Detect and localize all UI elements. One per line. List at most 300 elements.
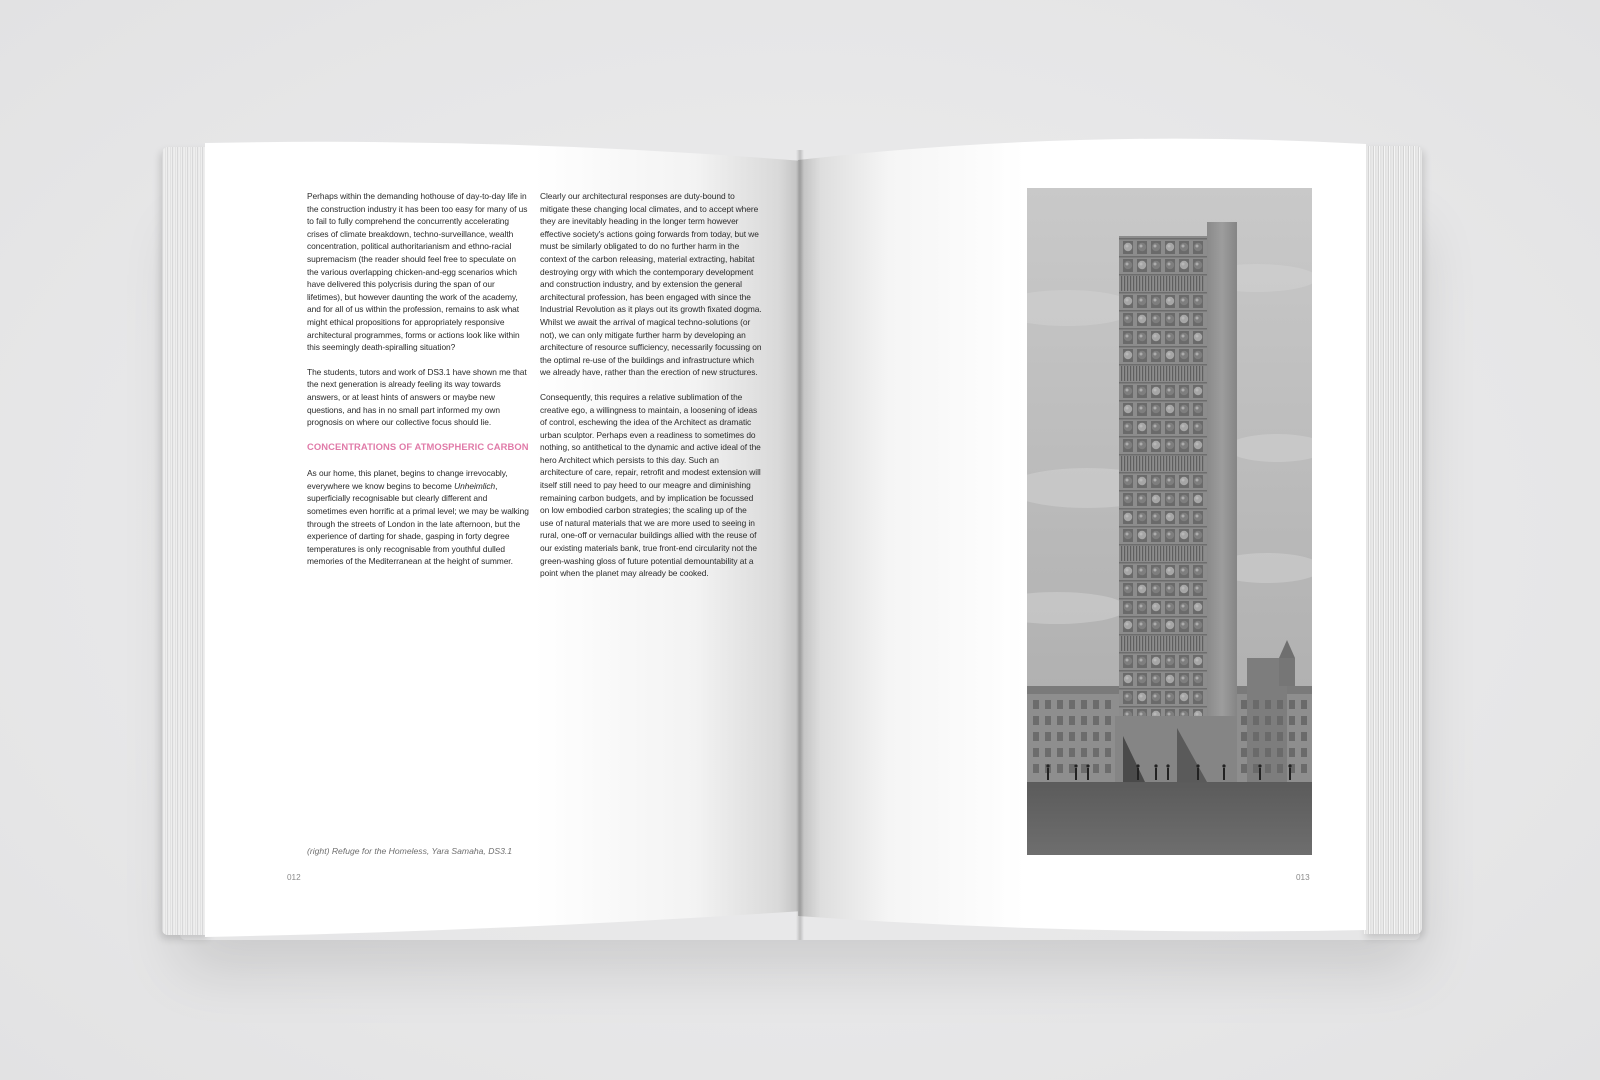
pod-highlight [1182, 605, 1185, 608]
pod-highlight [1168, 389, 1171, 392]
balcony-screen [1193, 456, 1194, 471]
person-head [1222, 764, 1225, 767]
window [1033, 748, 1039, 757]
pod-highlight [1154, 695, 1157, 698]
emphasis-text: Unheimlich [454, 480, 496, 491]
balcony-screen [1130, 636, 1131, 651]
balcony-screen [1175, 546, 1176, 561]
pod-highlight [1126, 245, 1129, 248]
balcony-screen [1142, 456, 1143, 471]
person-head [1154, 764, 1157, 767]
window [1277, 700, 1283, 709]
pod-highlight [1126, 497, 1129, 500]
balcony-screen [1169, 636, 1170, 651]
balcony-screen [1190, 366, 1191, 381]
balcony-screen [1151, 276, 1152, 291]
balcony-screen [1193, 276, 1194, 291]
balcony-screen [1127, 636, 1128, 651]
floor-slab [1119, 418, 1207, 420]
pod-highlight [1126, 443, 1129, 446]
pod-highlight [1140, 263, 1143, 266]
person [1223, 768, 1225, 780]
pod-highlight [1168, 335, 1171, 338]
pod-highlight [1154, 263, 1157, 266]
pod-highlight [1168, 605, 1171, 608]
pod-highlight [1154, 659, 1157, 662]
window [1057, 732, 1063, 741]
pod-highlight [1140, 245, 1143, 248]
pod-highlight [1140, 677, 1143, 680]
balcony-screen [1178, 636, 1179, 651]
balcony-screen [1184, 276, 1185, 291]
window [1265, 700, 1271, 709]
balcony-screen [1154, 276, 1155, 291]
window [1081, 748, 1087, 757]
paragraph-text: , superficially recognisable but clearly different and sometimes even horrific at a primal level; we may be walking through the streets of London in the late afternoon, but the experience of darting for shade, gasping in forty degree temperatures is only recognisable from youthful dulled memories of the Mediterranean at the height of summer. [307, 480, 529, 567]
window [1301, 700, 1307, 709]
balcony-screen [1133, 636, 1134, 651]
body-paragraph: Clearly our architectural responses are duty-bound to mitigate these changing local climates, and to accept where they are inevitably heading in the longer term however effective society's actions going forwards from today, but we must be similarly obligated to do no further harm in the context of the carbon releasing, material extracting, habitat destroying orgy with which the contemporary development and construction industry, and by extension the general architectural profession, has been engaged with since the Industrial Revolution as it plays out its growth fixated dogma. Whilst we await the arrival of magical techno-solutions (or not), we can only mitigate further harm by developing an architecture of resource sufficiency, necessarily focussing on the optimal re-use of the buildings and infrastructure which we already have, rather than the erection of new structures. [540, 191, 762, 378]
floor-slab [1119, 274, 1207, 276]
pod-highlight [1154, 677, 1157, 680]
section-heading: CONCENTRATIONS OF ATMOSPHERIC CARBON [307, 440, 529, 452]
window [1069, 732, 1075, 741]
balcony-screen [1136, 276, 1137, 291]
balcony-screen [1130, 546, 1131, 561]
pod-highlight [1154, 587, 1157, 590]
window [1093, 748, 1099, 757]
floor-slab [1119, 562, 1207, 564]
balcony-screen [1181, 636, 1182, 651]
balcony-screen [1127, 546, 1128, 561]
pod-highlight [1182, 659, 1185, 662]
pod-highlight [1182, 533, 1185, 536]
pod-highlight [1154, 299, 1157, 302]
window [1301, 716, 1307, 725]
balcony-screen [1127, 366, 1128, 381]
pod-highlight [1126, 299, 1129, 302]
pod-highlight [1126, 317, 1129, 320]
pod-highlight [1182, 713, 1185, 716]
pod-highlight [1182, 677, 1185, 680]
balcony-screen [1172, 276, 1173, 291]
floor-slab [1119, 238, 1207, 240]
balcony-screen [1199, 636, 1200, 651]
pod-highlight [1182, 407, 1185, 410]
pod-highlight [1140, 497, 1143, 500]
pod-highlight [1140, 389, 1143, 392]
person-head [1074, 764, 1077, 767]
balcony-screen [1202, 366, 1203, 381]
balcony-screen [1121, 636, 1122, 651]
balcony-screen [1136, 636, 1137, 651]
pod-highlight [1126, 695, 1129, 698]
balcony-screen [1139, 456, 1140, 471]
balcony-screen [1160, 456, 1161, 471]
person [1137, 768, 1139, 780]
pod-highlight [1168, 263, 1171, 266]
balcony-screen [1163, 456, 1164, 471]
pod-highlight [1196, 605, 1199, 608]
pod-highlight [1168, 497, 1171, 500]
balcony-screen [1130, 366, 1131, 381]
pod-highlight [1154, 317, 1157, 320]
floor-slab [1119, 526, 1207, 528]
window [1045, 732, 1051, 741]
window [1045, 748, 1051, 757]
pod-highlight [1182, 497, 1185, 500]
balcony-screen [1139, 366, 1140, 381]
balcony-screen [1163, 366, 1164, 381]
balcony-screen [1169, 366, 1170, 381]
balcony-screen [1154, 546, 1155, 561]
balcony-screen [1139, 636, 1140, 651]
balcony-screen [1148, 636, 1149, 651]
window [1289, 716, 1295, 725]
balcony-screen [1157, 546, 1158, 561]
balcony-screen [1148, 276, 1149, 291]
window [1241, 716, 1247, 725]
balcony-screen [1154, 456, 1155, 471]
window [1033, 700, 1039, 709]
pod-highlight [1140, 425, 1143, 428]
pod-highlight [1182, 479, 1185, 482]
body-paragraph: Perhaps within the demanding hothouse of day-to-day life in the construction industry it has been too easy for many of us to fail to fully comprehend the concurrently accelerating crises of climate breakdown, techno-surveillance, wealth concentration, political authoritarianism and ethno-racial supremacism (the reader should feel free to speculate on the various overlapping chicken-and-egg scenarios which have delivered this polycrisis during the span of our lifetimes), but however daunting the work of the academy, and for all of us within the profession, remains to ask what might ethical propositions for appropriately responsive architectural programmes, forms or actions look like within this seemingly death-spiralling situation? [307, 191, 528, 353]
balcony-screen [1160, 276, 1161, 291]
balcony-screen [1130, 456, 1131, 471]
window [1241, 764, 1247, 773]
balcony-screen [1196, 366, 1197, 381]
window [1265, 732, 1271, 741]
balcony-screen [1136, 366, 1137, 381]
balcony-screen [1124, 276, 1125, 291]
balcony-screen [1145, 276, 1146, 291]
window [1241, 700, 1247, 709]
pod-highlight [1182, 353, 1185, 356]
pod-highlight [1154, 407, 1157, 410]
body-paragraph: Consequently, this requires a relative sublimation of the creative ego, a willingness to maintain, a loosening of ideas of control, eschewing the idea of the Architect as dramatic urban sculptor. Perhaps even a readiness to sometimes do nothing, so antithetical to the dynamic and active ideal of the hero Architect which persists to this day. Such an architecture of care, repair, retrofit and modest extension will itself still need to pay heed to our meagre and diminishing remaining carbon budgets, and by implication be focussed on low embodied carbon strategies; the scaling up of the use of natural materials that we are more used to seeing in rural, one-off or vernacular buildings allied with the reuse of our existing materials bank, true front-end circularity not the green-washing gloss of future potential demountability at a point when the planet may already be cooked. [540, 391, 761, 579]
window [1253, 716, 1259, 725]
pod-highlight [1154, 425, 1157, 428]
pod-highlight [1126, 569, 1129, 572]
balcony-screen [1172, 546, 1173, 561]
floor-slab [1119, 310, 1207, 312]
balcony-screen [1181, 366, 1182, 381]
balcony-screen [1175, 276, 1176, 291]
pod-highlight [1182, 443, 1185, 446]
balcony-screen [1175, 366, 1176, 381]
balcony-screen [1199, 276, 1200, 291]
balcony-screen [1202, 456, 1203, 471]
pod-highlight [1182, 587, 1185, 590]
pod-highlight [1196, 497, 1199, 500]
balcony-screen [1187, 456, 1188, 471]
balcony-screen [1148, 456, 1149, 471]
pod-highlight [1168, 479, 1171, 482]
balcony-screen [1166, 546, 1167, 561]
left-page-block-edge [162, 147, 210, 935]
person-head [1086, 764, 1089, 767]
pod-highlight [1168, 443, 1171, 446]
balcony-screen [1163, 546, 1164, 561]
pod-highlight [1168, 623, 1171, 626]
window [1069, 764, 1075, 773]
pod-highlight [1140, 479, 1143, 482]
body-paragraph: The students, tutors and work of DS3.1 have shown me that the next generation is already feeling its way towards answers, or at least hints of answers or maybe new questions, and has in no small part informed my own prognosis on where our collective focus should lie. [307, 366, 527, 428]
window [1081, 700, 1087, 709]
window [1069, 700, 1075, 709]
person [1259, 768, 1261, 780]
paragraph-text: As our home, this planet, begins to change irrevocably, everywhere we know begins to become [307, 468, 508, 491]
person [1047, 768, 1049, 780]
pod-highlight [1140, 299, 1143, 302]
pod-highlight [1140, 533, 1143, 536]
balcony-screen [1151, 636, 1152, 651]
book-gutter [796, 150, 804, 940]
person [1155, 768, 1157, 780]
floor-slab [1119, 616, 1207, 618]
window [1277, 748, 1283, 757]
pod-highlight [1182, 389, 1185, 392]
balcony-screen [1202, 636, 1203, 651]
pod-highlight [1182, 515, 1185, 518]
pod-highlight [1140, 353, 1143, 356]
window [1277, 732, 1283, 741]
balcony-screen [1145, 636, 1146, 651]
window [1253, 764, 1259, 773]
pod-highlight [1168, 299, 1171, 302]
tower-core [1207, 222, 1237, 782]
pod-highlight [1196, 515, 1199, 518]
balcony-screen [1181, 546, 1182, 561]
balcony-screen [1178, 276, 1179, 291]
balcony-screen [1184, 456, 1185, 471]
pod-highlight [1168, 407, 1171, 410]
pod-highlight [1168, 695, 1171, 698]
pod-highlight [1196, 425, 1199, 428]
balcony-screen [1160, 546, 1161, 561]
pod-highlight [1140, 695, 1143, 698]
pod-highlight [1140, 335, 1143, 338]
pod-highlight [1140, 407, 1143, 410]
balcony-screen [1157, 636, 1158, 651]
pod-highlight [1182, 263, 1185, 266]
window [1045, 716, 1051, 725]
pod-highlight [1140, 569, 1143, 572]
balcony-screen [1157, 276, 1158, 291]
spire-base [1279, 658, 1295, 686]
balcony-screen [1133, 366, 1134, 381]
window [1057, 764, 1063, 773]
person-head [1136, 764, 1139, 767]
pod-highlight [1126, 677, 1129, 680]
window [1069, 716, 1075, 725]
person [1167, 768, 1169, 780]
window [1069, 748, 1075, 757]
window [1093, 764, 1099, 773]
window [1093, 732, 1099, 741]
balcony-screen [1196, 546, 1197, 561]
pod-highlight [1154, 623, 1157, 626]
balcony-screen [1166, 366, 1167, 381]
balcony-screen [1154, 636, 1155, 651]
window [1241, 748, 1247, 757]
floor-slab [1119, 634, 1207, 636]
balcony-screen [1196, 456, 1197, 471]
balcony-screen [1187, 636, 1188, 651]
balcony-screen [1172, 456, 1173, 471]
pod-highlight [1126, 479, 1129, 482]
balcony-screen [1133, 456, 1134, 471]
pod-highlight [1168, 677, 1171, 680]
pod-highlight [1196, 569, 1199, 572]
pod-highlight [1182, 335, 1185, 338]
balcony-screen [1148, 366, 1149, 381]
tower-illustration-svg [1027, 188, 1312, 855]
pod-highlight [1196, 713, 1199, 716]
pod-highlight [1126, 353, 1129, 356]
window [1105, 764, 1111, 773]
balcony-screen [1178, 546, 1179, 561]
pod-highlight [1196, 353, 1199, 356]
pod-highlight [1126, 623, 1129, 626]
balcony-screen [1166, 636, 1167, 651]
pod-highlight [1196, 335, 1199, 338]
person [1075, 768, 1077, 780]
floor-slab [1119, 328, 1207, 330]
floor-slab [1119, 292, 1207, 294]
pod-highlight [1182, 425, 1185, 428]
pod-highlight [1196, 245, 1199, 248]
balcony-screen [1187, 546, 1188, 561]
balcony-screen [1163, 276, 1164, 291]
pod-highlight [1196, 695, 1199, 698]
balcony-screen [1193, 546, 1194, 561]
pod-highlight [1168, 425, 1171, 428]
floor-slab [1119, 346, 1207, 348]
right-page-block-edge [1364, 146, 1422, 934]
pod-highlight [1168, 569, 1171, 572]
pod-highlight [1126, 407, 1129, 410]
balcony-screen [1121, 366, 1122, 381]
pod-highlight [1182, 317, 1185, 320]
balcony-screen [1166, 276, 1167, 291]
page-number-right: 013 [1296, 873, 1310, 882]
pod-highlight [1168, 353, 1171, 356]
pod-highlight [1196, 659, 1199, 662]
pod-highlight [1126, 389, 1129, 392]
window [1265, 748, 1271, 757]
balcony-screen [1187, 276, 1188, 291]
floor-slab [1119, 400, 1207, 402]
pod-highlight [1168, 587, 1171, 590]
window [1033, 732, 1039, 741]
window [1081, 764, 1087, 773]
body-paragraph [307, 467, 529, 568]
pod-highlight [1154, 443, 1157, 446]
pod-highlight [1196, 587, 1199, 590]
pod-highlight [1196, 623, 1199, 626]
floor-slab [1119, 580, 1207, 582]
balcony-screen [1199, 546, 1200, 561]
floor-slab [1119, 364, 1207, 366]
pod-highlight [1154, 605, 1157, 608]
window [1277, 716, 1283, 725]
balcony-screen [1157, 366, 1158, 381]
balcony-screen [1133, 276, 1134, 291]
balcony-screen [1130, 276, 1131, 291]
balcony-screen [1157, 456, 1158, 471]
balcony-screen [1121, 456, 1122, 471]
page-number-left: 012 [287, 873, 301, 882]
person-head [1166, 764, 1169, 767]
pod-highlight [1126, 713, 1129, 716]
pod-highlight [1126, 515, 1129, 518]
pod-highlight [1196, 389, 1199, 392]
floor-slab [1119, 688, 1207, 690]
balcony-screen [1169, 546, 1170, 561]
pod-highlight [1154, 335, 1157, 338]
window [1253, 748, 1259, 757]
ground-plane [1027, 782, 1312, 855]
balcony-screen [1181, 456, 1182, 471]
window [1301, 732, 1307, 741]
window [1045, 700, 1051, 709]
balcony-screen [1145, 366, 1146, 381]
window [1093, 716, 1099, 725]
window [1033, 716, 1039, 725]
balcony-screen [1184, 366, 1185, 381]
window [1105, 700, 1111, 709]
pod-highlight [1140, 659, 1143, 662]
pod-highlight [1196, 263, 1199, 266]
pod-highlight [1196, 677, 1199, 680]
window [1057, 700, 1063, 709]
pod-highlight [1182, 245, 1185, 248]
floor-slab [1119, 670, 1207, 672]
window [1093, 700, 1099, 709]
pod-highlight [1168, 713, 1171, 716]
window [1253, 700, 1259, 709]
pod-highlight [1168, 317, 1171, 320]
pod-highlight [1126, 425, 1129, 428]
person [1087, 768, 1089, 780]
balcony-screen [1151, 546, 1152, 561]
balcony-screen [1181, 276, 1182, 291]
balcony-screen [1139, 546, 1140, 561]
floor-slab [1119, 454, 1207, 456]
pod-highlight [1196, 317, 1199, 320]
pod-highlight [1182, 569, 1185, 572]
balcony-screen [1175, 636, 1176, 651]
balcony-screen [1196, 276, 1197, 291]
pod-highlight [1168, 245, 1171, 248]
balcony-screen [1178, 366, 1179, 381]
person-head [1258, 764, 1261, 767]
floor-slab [1119, 382, 1207, 384]
pod-highlight [1154, 497, 1157, 500]
window [1301, 748, 1307, 757]
image-caption: (right) Refuge for the Homeless, Yara Samaha, DS3.1 [307, 846, 513, 856]
window [1241, 732, 1247, 741]
balcony-screen [1166, 456, 1167, 471]
pod-highlight [1126, 263, 1129, 266]
floor-slab [1119, 598, 1207, 600]
balcony-screen [1142, 636, 1143, 651]
window [1105, 748, 1111, 757]
balcony-screen [1139, 276, 1140, 291]
window [1277, 764, 1283, 773]
